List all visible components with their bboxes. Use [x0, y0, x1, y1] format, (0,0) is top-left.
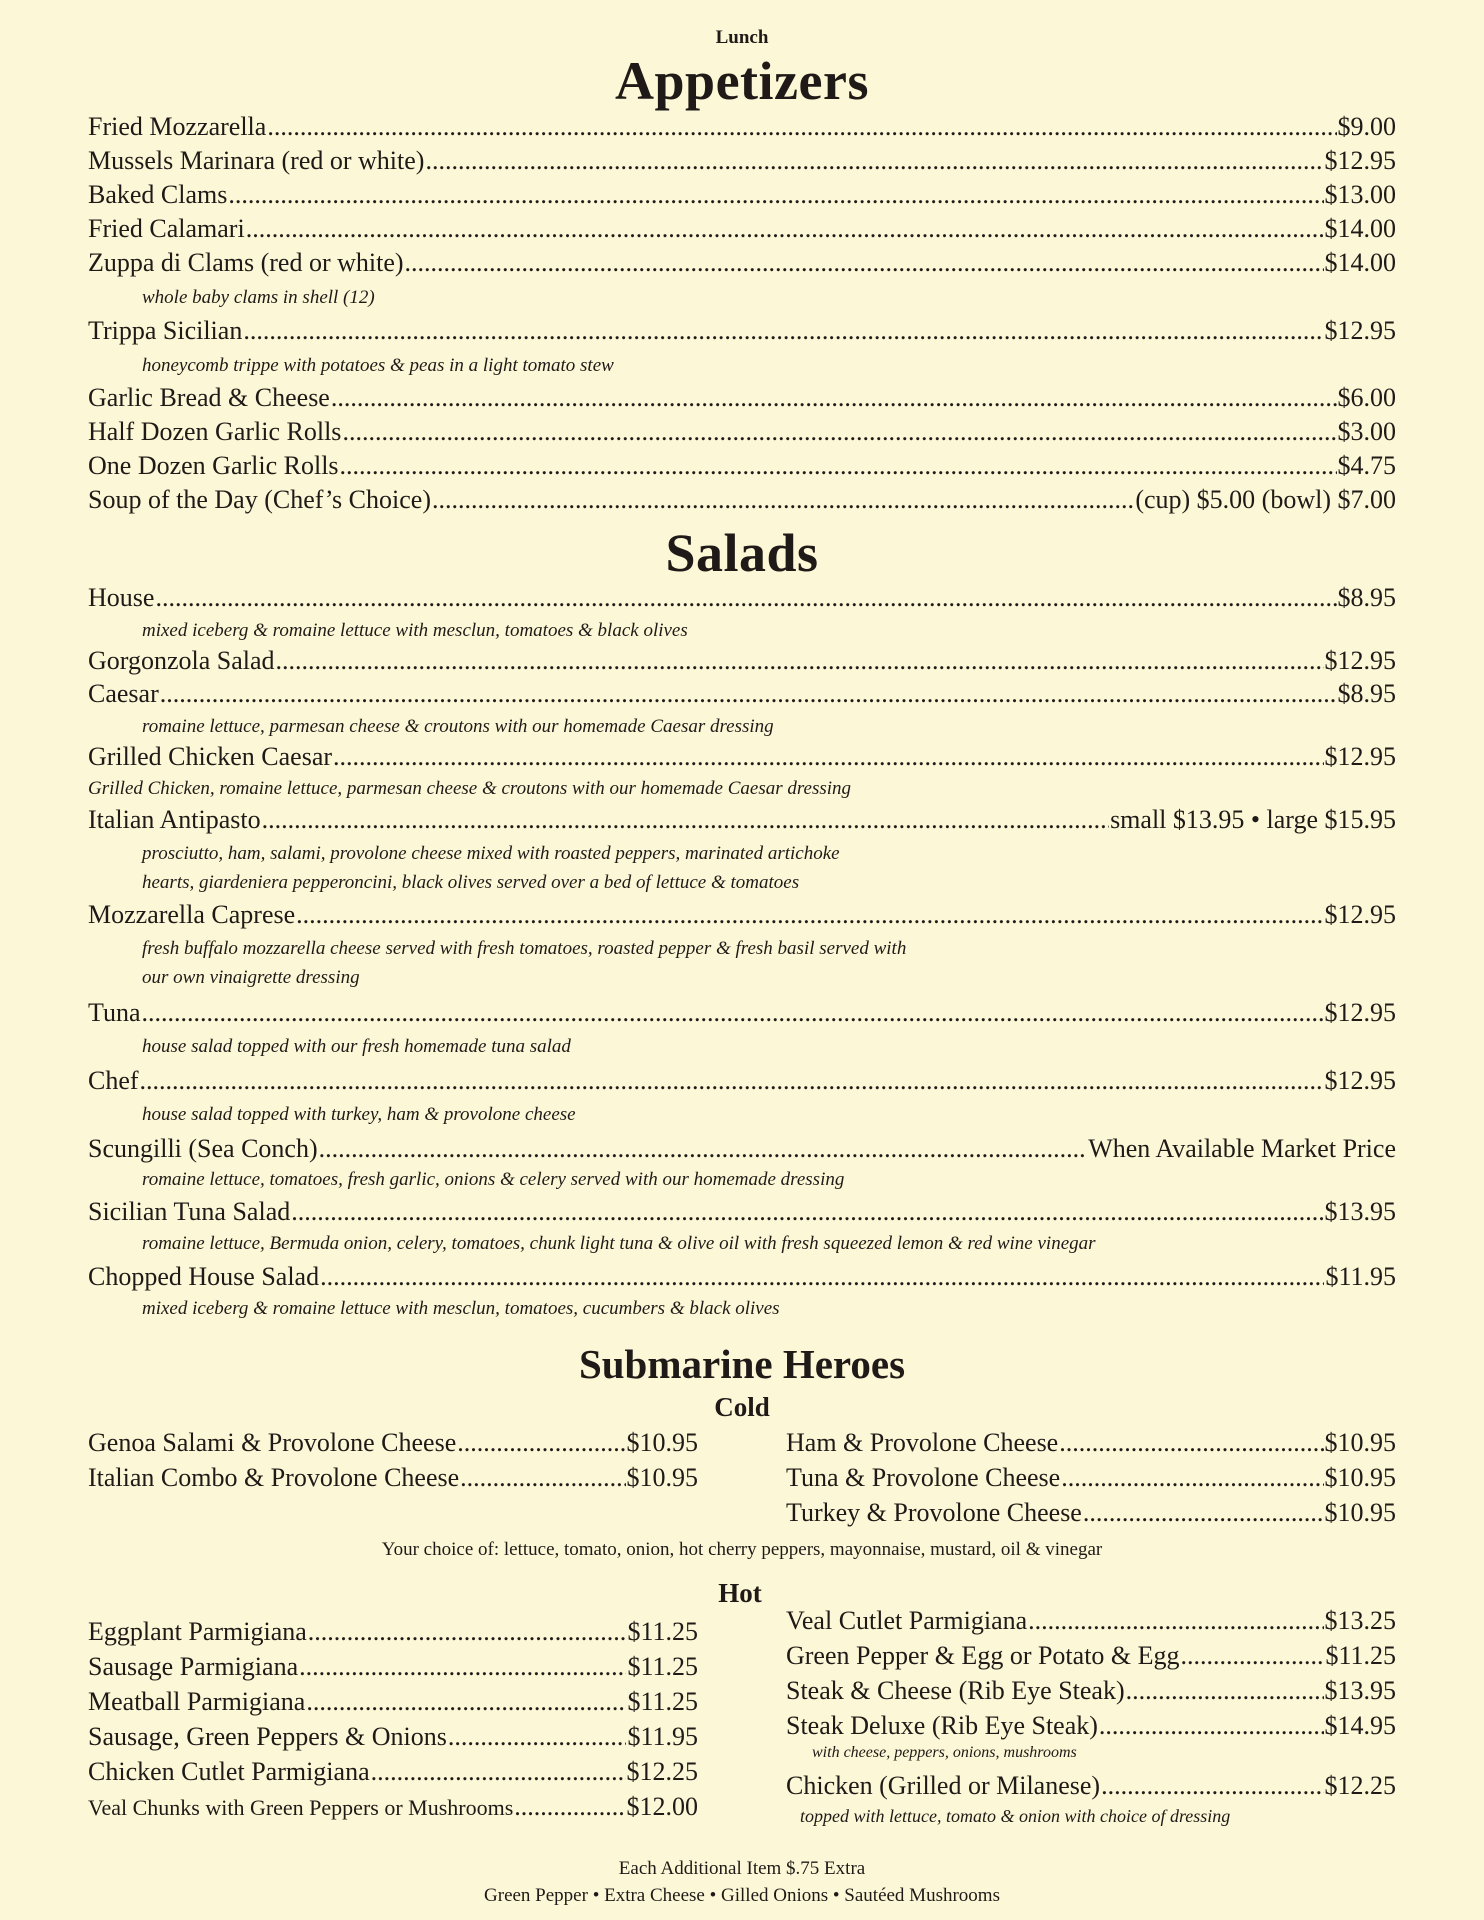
menu-item: Baked Clams ..... $13.00 — [88, 180, 1396, 210]
menu-item: Turkey & Provolone Cheese ..... $10.95 — [786, 1498, 1396, 1528]
menu-item: One Dozen Garlic Rolls ..... $4.75 — [88, 451, 1396, 481]
menu-item: Veal Chunks with Green Peppers or Mushrooms ..... $12.00 — [88, 1792, 698, 1822]
menu-item: Zuppa di Clams (red or white) ..... $14.00 — [88, 248, 1396, 278]
menu-item: Scungilli (Sea Conch) ..... When Available Market Price — [88, 1134, 1396, 1164]
menu-item: Meatball Parmigiana ..... $11.25 — [88, 1687, 698, 1717]
menu-item: Gorgonzola Salad ..... $12.95 — [88, 646, 1396, 676]
menu-item: Steak Deluxe (Rib Eye Steak) ..... $14.95 — [786, 1711, 1396, 1741]
menu-item: Italian Combo & Provolone Cheese ..... $10.95 — [88, 1463, 698, 1493]
item-description: romaine lettuce, parmesan cheese & croutons with our homemade Caesar dressing — [142, 716, 774, 737]
menu-item: Mussels Marinara (red or white) ..... $12.95 — [88, 146, 1396, 176]
item-description: romaine lettuce, Bermuda onion, celery, tomatoes, chunk light tuna & olive oil with fresh squeezed lemon & red wine vinegar — [142, 1233, 1096, 1254]
item-description: romaine lettuce, tomatoes, fresh garlic, onions & celery served with our homemade dressing — [142, 1169, 845, 1190]
item-description: honeycomb trippe with potatoes & peas in a light tomato stew — [142, 355, 614, 376]
menu-item: Sicilian Tuna Salad ..... $13.95 — [88, 1197, 1396, 1227]
menu-item: Garlic Bread & Cheese ..... $6.00 — [88, 383, 1396, 413]
extras-list: Green Pepper • Extra Cheese • Gilled Onions • Sautéed Mushrooms — [484, 1885, 1000, 1906]
menu-item: Steak & Cheese (Rib Eye Steak) ..... $13.95 — [786, 1676, 1396, 1706]
menu-item: Sausage, Green Peppers & Onions ..... $11.95 — [88, 1722, 698, 1752]
menu-item: Green Pepper & Egg or Potato & Egg ..... $11.25 — [786, 1641, 1396, 1671]
menu-item: Soup of the Day (Chef’s Choice) ..... (cup) $5.00 (bowl) $7.00 — [88, 485, 1396, 515]
appetizers-heading: Appetizers — [615, 51, 869, 111]
menu-item: Genoa Salami & Provolone Cheese ..... $10.95 — [88, 1428, 698, 1458]
item-description: topped with lettuce, tomato & onion with choice of dressing — [800, 1806, 1231, 1826]
item-description: mixed iceberg & romaine lettuce with mesclun, tomatoes & black olives — [142, 620, 688, 641]
menu-item: Tuna & Provolone Cheese ..... $10.95 — [786, 1463, 1396, 1493]
item-description: house salad topped with our fresh homemade tuna salad — [142, 1036, 571, 1057]
menu-item: Mozzarella Caprese ..... $12.95 — [88, 900, 1396, 930]
menu-item: Italian Antipasto ..... small $13.95 • large $15.95 — [88, 805, 1396, 835]
cold-heading: Cold — [714, 1392, 770, 1422]
heroes-heading: Submarine Heroes — [578, 1341, 906, 1387]
menu-item: Tuna ..... $12.95 — [88, 998, 1396, 1028]
menu-item: Chopped House Salad ..... $11.95 — [88, 1262, 1396, 1292]
item-description: prosciutto, ham, salami, provolone cheese mixed with roasted peppers, marinated artichoke — [142, 843, 840, 864]
salads-heading: Salads — [665, 523, 819, 583]
lunch-label: Lunch — [715, 27, 769, 48]
item-description: hearts, giardeniera pepperoncini, black olives served over a bed of lettuce & tomatoes — [142, 872, 800, 893]
menu-item: House ..... $8.95 — [88, 583, 1396, 613]
menu-item: Chef ..... $12.95 — [88, 1066, 1396, 1096]
menu-item: Chicken (Grilled or Milanese) ..... $12.25 — [786, 1771, 1396, 1801]
cold-note: Your choice of: lettuce, tomato, onion, hot cherry peppers, mayonnaise, mustard, oil & vinegar — [381, 1539, 1103, 1560]
menu-item: Fried Mozzarella ..... $9.00 — [88, 112, 1396, 142]
hot-heading: Hot — [718, 1578, 762, 1608]
menu-item: Trippa Sicilian ..... $12.95 — [88, 316, 1396, 346]
menu-item: Eggplant Parmigiana ..... $11.25 — [88, 1617, 698, 1647]
menu-item: Sausage Parmigiana ..... $11.25 — [88, 1652, 698, 1682]
item-description: fresh buffalo mozzarella cheese served with fresh tomatoes, roasted pepper & fresh basil served with — [142, 938, 907, 959]
item-description: our own vinaigrette dressing — [142, 967, 360, 988]
item-description: with cheese, peppers, onions, mushrooms — [812, 1744, 1077, 1761]
menu-item: Grilled Chicken Caesar ..... $12.95 — [88, 742, 1396, 772]
menu-item: Chicken Cutlet Parmigiana ..... $12.25 — [88, 1757, 698, 1787]
item-description: Grilled Chicken, romaine lettuce, parmesan cheese & croutons with our homemade Caesar dressing — [88, 778, 852, 799]
item-description: mixed iceberg & romaine lettuce with mesclun, tomatoes, cucumbers & black olives — [142, 1298, 780, 1319]
menu-item: Caesar ..... $8.95 — [88, 679, 1396, 709]
extras-note: Each Additional Item $.75 Extra — [618, 1858, 866, 1879]
menu-item: Half Dozen Garlic Rolls ..... $3.00 — [88, 417, 1396, 447]
item-description: house salad topped with turkey, ham & provolone cheese — [142, 1104, 576, 1125]
item-description: whole baby clams in shell (12) — [142, 287, 375, 308]
menu-item: Ham & Provolone Cheese ..... $10.95 — [786, 1428, 1396, 1458]
menu-item: Veal Cutlet Parmigiana ..... $13.25 — [786, 1606, 1396, 1636]
menu-item: Fried Calamari ..... $14.00 — [88, 214, 1396, 244]
